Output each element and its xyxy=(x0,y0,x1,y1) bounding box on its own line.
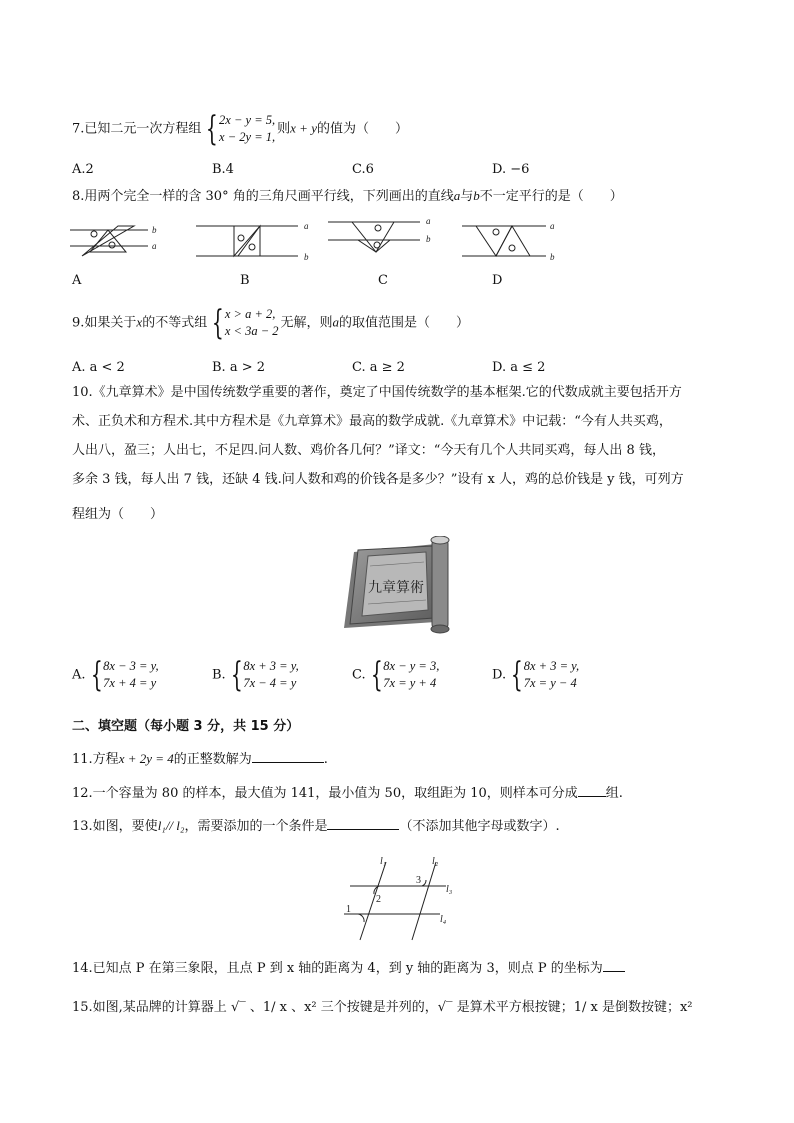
q10-option-a[interactable]: A. { 8x − 3 = y, 7x + 4 = y xyxy=(72,655,159,695)
q9-option-b[interactable]: B. a > 2 xyxy=(212,360,265,375)
q9-option-c[interactable]: C. a ≥ 2 xyxy=(352,360,405,375)
q10-option-b[interactable]: B. { 8x + 3 = y, 7x − 4 = y xyxy=(212,655,299,695)
jiuzhang-book-image xyxy=(340,536,460,636)
question-9 xyxy=(72,303,470,343)
q8-option-b[interactable]: B xyxy=(240,273,250,288)
question-8 xyxy=(72,186,623,207)
q7-option-d[interactable]: D. −6 xyxy=(492,162,530,177)
q9-option-d[interactable]: D. a ≤ 2 xyxy=(492,360,546,375)
q8-option-a[interactable]: A xyxy=(72,273,82,288)
q14-answer-blank[interactable] xyxy=(603,957,625,972)
q13-label-l4: l₄ xyxy=(440,914,447,925)
q8-fig-a-label-a: a xyxy=(152,241,157,251)
q9-var: x xyxy=(136,314,143,330)
q13-figure xyxy=(336,852,466,944)
q13-angle-1: 1 xyxy=(346,904,351,915)
q8-text-a: 8.用两个完全一样的含 30° 角的三角尺画平行线，下列画出的直线 xyxy=(72,189,454,204)
q13-mid: ，需要添加的一个条件是 xyxy=(184,819,328,834)
q11-prefix: 11.方程 xyxy=(72,752,119,767)
q15-text: 15.如图,某品牌的计算器上 √‾ 、1/ x 、x² 三个按键是并列的，√‾ 是算术平方根按键；1/ x 是倒数按键；x² xyxy=(72,1000,693,1015)
q9-option-a[interactable]: A. a < 2 xyxy=(72,360,125,375)
q10-line-5: 程组为（ ） xyxy=(72,507,164,522)
q12-text: 12.一个容量为 80 的样本，最大值为 141，最小值为 50，取组距为 10，则样本可分成 xyxy=(72,786,578,801)
q13-label-l3: l₃ xyxy=(446,884,453,895)
question-7 xyxy=(72,109,408,149)
question-14 xyxy=(72,957,625,979)
q9-suffix2: 的取值范围是（ ） xyxy=(339,315,470,331)
q7-eq1: 2x − y = 5, xyxy=(219,113,276,127)
q8-figures xyxy=(60,212,580,268)
q8-fig-c-label-a: a xyxy=(426,216,431,226)
q14-text: 14.已知点 P 在第三象限，且点 P 到 x 轴的距离为 4，到 y 轴的距离为 3，则点 P 的坐标为 xyxy=(72,961,603,976)
q9-suffix: 无解，则 xyxy=(280,315,333,331)
q9-mid: 的不等式组 xyxy=(142,315,208,331)
q7-option-a[interactable]: A.2 xyxy=(72,162,94,177)
q11-answer-blank[interactable] xyxy=(252,748,324,763)
q13-label-l2: l₂ xyxy=(432,856,439,867)
q8-fig-d-label-a: a xyxy=(550,221,555,231)
q11-suffix: 的正整数解为 xyxy=(173,752,252,767)
q10-line-3: 人出八，盈三；人出七，不足四.问人数、鸡价各几何？”译文：“今天有几个人共同买鸡，每人出 8 钱， xyxy=(72,443,665,458)
question-13 xyxy=(72,815,560,837)
q9-var2: a xyxy=(332,314,340,330)
q8-option-d[interactable]: D xyxy=(492,273,503,288)
q7-expr: x + y xyxy=(290,120,317,136)
question-15 xyxy=(72,998,692,1018)
question-10 xyxy=(72,378,724,529)
q13-label-l1: l₁ xyxy=(380,856,387,867)
q8-var-b: b xyxy=(473,188,480,203)
section-2-title: 二、填空题（每小题 3 分，共 15 分） xyxy=(72,719,300,734)
q7-option-c[interactable]: C.6 xyxy=(352,162,374,177)
q8-fig-a-label-b: b xyxy=(152,225,157,235)
q7-equation-system: { 2x − y = 5, x − 2y = 1, xyxy=(206,109,276,149)
q8-fig-c-label-b: b xyxy=(426,234,431,244)
q7-suffix-b: 的值为（ ） xyxy=(316,121,408,137)
q13-angle-2: 2 xyxy=(376,894,381,905)
q8-text-c: 不一定平行的是（ ） xyxy=(479,189,623,204)
q13-prefix: 13.如图，要使 xyxy=(72,819,158,834)
q8-option-c[interactable]: C xyxy=(378,273,388,288)
q8-var-a: a xyxy=(453,188,461,203)
q8-fig-d-label-b: b xyxy=(550,252,555,262)
q9-eq2: x < 3a − 2 xyxy=(224,324,279,338)
q7-suffix-a: 则 xyxy=(277,121,291,137)
q12-answer-blank[interactable] xyxy=(578,782,606,797)
q13-angle-3: 3 xyxy=(416,875,421,886)
q12-end: 组. xyxy=(605,786,623,801)
q10-line-1: 10.《九章算术》是中国传统数学重要的著作，奠定了中国传统数学的基本框架.它的代数成就主要包括开方 xyxy=(72,385,682,400)
q11-expr: x + 2y = 4 xyxy=(118,751,174,766)
q9-eq1: x > a + 2, xyxy=(224,307,276,321)
q9-inequality-system: { x > a + 2, x < 3a − 2 xyxy=(212,303,279,343)
question-12 xyxy=(72,782,623,804)
q7-eq2: x − 2y = 1, xyxy=(219,130,276,144)
q10-option-c[interactable]: C. { 8x − y = 3, 7x = y + 4 xyxy=(352,655,440,695)
q10-line-4: 多余 3 钱，每人出 7 钱，还缺 4 钱.问人数和鸡的价钱各是多少？”设有 x 人，鸡的总价钱是 y 钱，可列方 xyxy=(72,472,684,487)
q9-prefix: 9.如果关于 xyxy=(72,315,137,331)
question-11 xyxy=(72,748,328,770)
q7-prefix: 7.已知二元一次方程组 xyxy=(72,121,202,137)
q8-fig-b-label-b: b xyxy=(304,252,309,262)
q8-fig-b-label-a: a xyxy=(304,221,309,231)
q7-option-b[interactable]: B.4 xyxy=(212,162,234,177)
q10-option-d[interactable]: D. { 8x + 3 = y, 7x = y − 4 xyxy=(492,655,580,695)
q11-end: . xyxy=(323,752,328,767)
q10-line-2: 术、正负术和方程术.其中方程术是《九章算术》最高的数学成就.《九章算术》中记载：“今有人共买鸡， xyxy=(72,414,672,429)
q13-answer-blank[interactable] xyxy=(327,815,399,830)
q13-suffix: （不添加其他字母或数字）. xyxy=(399,819,560,834)
q8-text-b: 与 xyxy=(460,189,474,204)
q13-expr: l₁// l₂ xyxy=(157,818,185,833)
book-title: 九章算術 xyxy=(368,581,424,596)
